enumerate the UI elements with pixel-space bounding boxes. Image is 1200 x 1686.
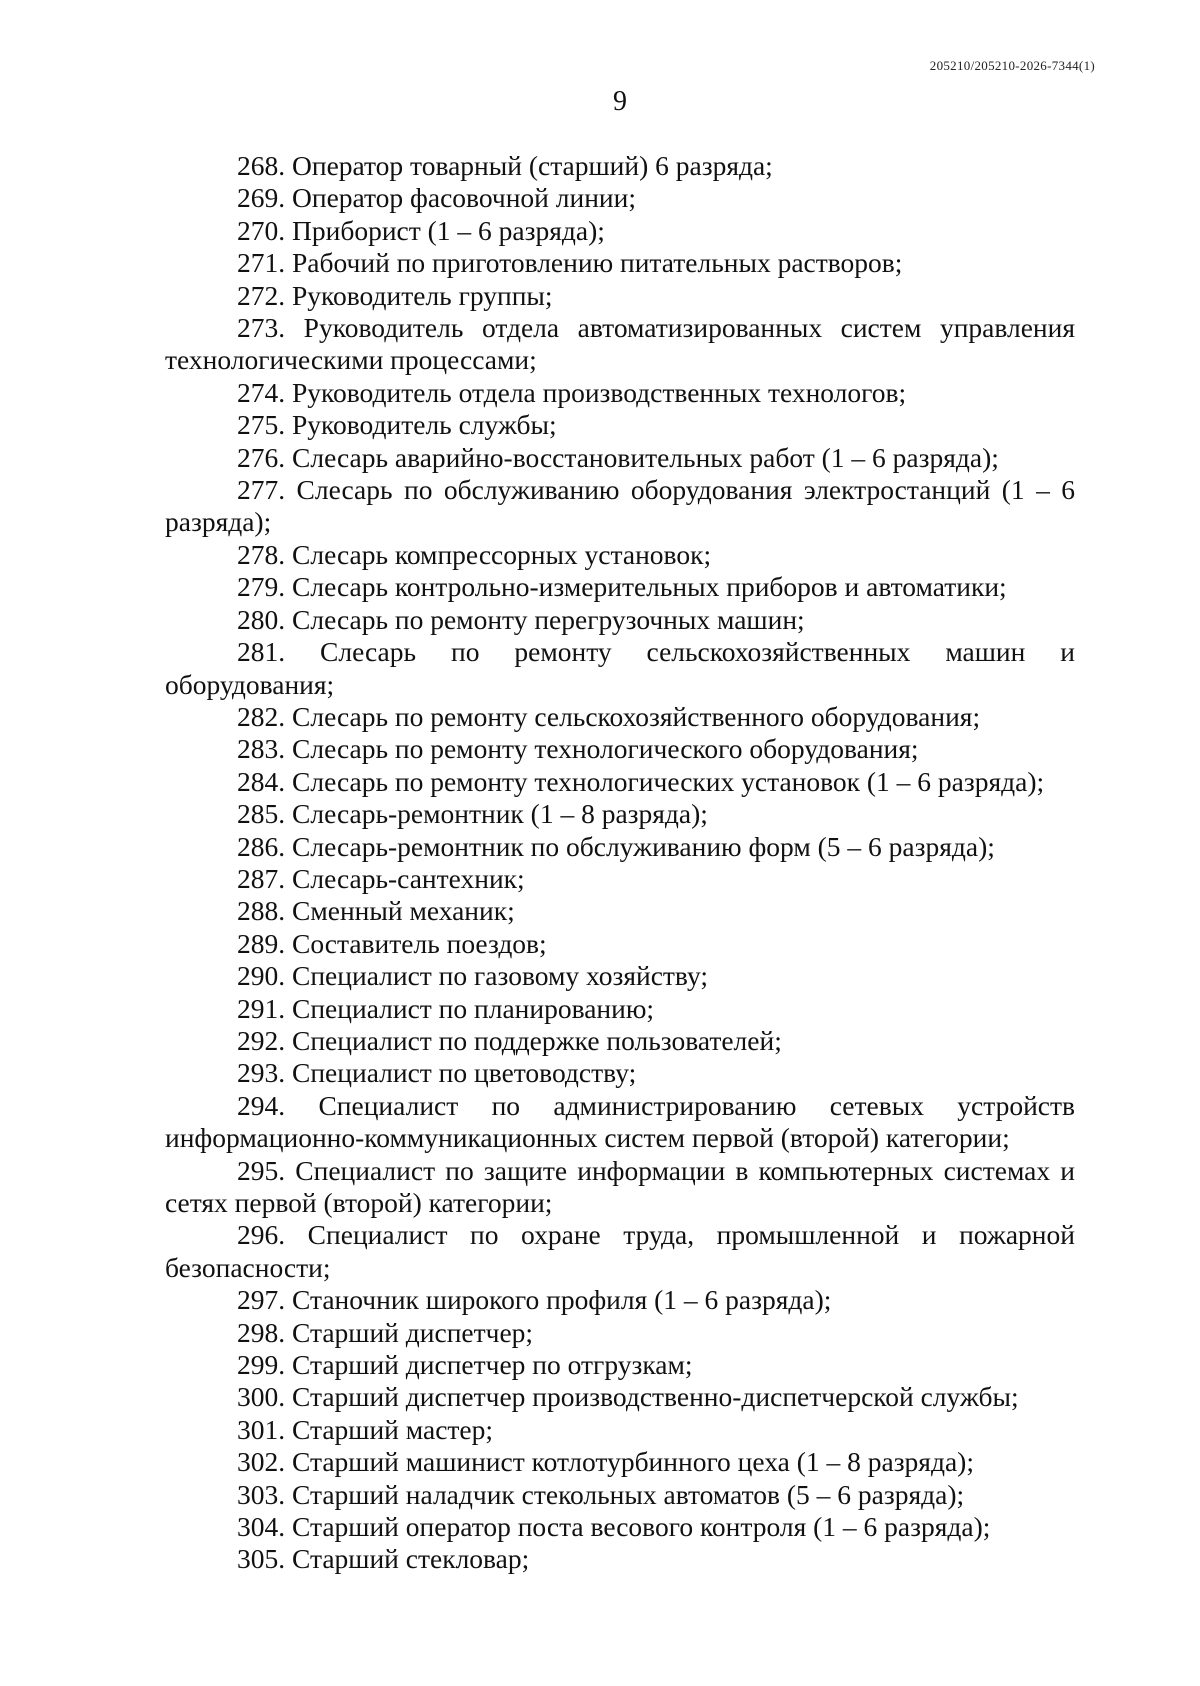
list-item: 292. Специалист по поддержке пользователей; — [237, 1024, 782, 1056]
list-item: 270. Приборист (1 – 6 разряда); — [237, 214, 605, 246]
document-body — [165, 150, 1075, 1576]
list-item: 283. Слесарь по ремонту технологического оборудования; — [237, 733, 919, 765]
list-item: 278. Слесарь компрессорных установок; — [237, 538, 712, 570]
list-item: 301. Старший мастер; — [237, 1413, 494, 1445]
list-item: 298. Старший диспетчер; — [237, 1316, 534, 1348]
page-number: 9 — [613, 86, 627, 117]
list-item: 275. Руководитель службы; — [237, 409, 557, 441]
list-item: 287. Слесарь-сантехник; — [237, 862, 525, 894]
list-item: 303. Старший наладчик стекольных автоматов (5 – 6 разряда); — [237, 1478, 965, 1510]
list-item: 279. Слесарь контрольно-измерительных приборов и автоматики; — [237, 571, 1007, 603]
list-item: 297. Станочник широкого профиля (1 – 6 разряда); — [237, 1284, 832, 1316]
list-item: 273. Руководитель отдела автоматизированных систем управления технологическими процессами; — [165, 312, 1075, 376]
list-item: 286. Слесарь-ремонтник по обслуживанию форм (5 – 6 разряда); — [237, 830, 995, 862]
list-item: 300. Старший диспетчер производственно-диспетчерской службы; — [237, 1381, 1019, 1413]
list-item: 304. Старший оператор поста весового контроля (1 – 6 разряда); — [237, 1511, 991, 1543]
list-item: 293. Специалист по цветоводству; — [237, 1057, 637, 1089]
list-item: 276. Слесарь аварийно-восстановительных работ (1 – 6 разряда); — [237, 441, 999, 473]
list-item: 288. Сменный механик; — [237, 895, 515, 927]
list-item: 290. Специалист по газовому хозяйству; — [237, 960, 708, 992]
list-item: 295. Специалист по защите информации в компьютерных системах и сетях первой (второй) категории; — [165, 1154, 1075, 1218]
document-code: 205210/205210-2026-7344(1) — [929, 58, 1095, 73]
list-item: 277. Слесарь по обслуживанию оборудования электростанций (1 – 6 разряда); — [165, 474, 1075, 538]
list-item: 271. Рабочий по приготовлению питательных растворов; — [237, 247, 903, 279]
list-item: 289. Составитель поездов; — [237, 927, 547, 959]
list-item: 272. Руководитель группы; — [237, 279, 553, 311]
list-item: 274. Руководитель отдела производственных технологов; — [237, 376, 907, 408]
list-item: 299. Старший диспетчер по отгрузкам; — [237, 1349, 693, 1381]
list-item: 285. Слесарь-ремонтник (1 – 8 разряда); — [237, 798, 708, 830]
list-item: 282. Слесарь по ремонту сельскохозяйственного оборудования; — [237, 700, 981, 732]
list-item: 280. Слесарь по ремонту перегрузочных машин; — [237, 603, 805, 635]
list-item: 302. Старший машинист котлотурбинного цеха (1 – 8 разряда); — [237, 1446, 974, 1478]
list-item: 296. Специалист по охране труда, промышленной и пожарной безопасности; — [165, 1219, 1075, 1283]
list-item: 305. Старший стекловар; — [237, 1543, 530, 1575]
list-item: 269. Оператор фасовочной линии; — [237, 182, 636, 214]
list-item: 294. Специалист по администрированию сетевых устройств информационно-коммуникационных систем первой (второй) категории; — [165, 1089, 1075, 1154]
list-item: 281. Слесарь по ремонту сельскохозяйственных машин и оборудования; — [165, 636, 1075, 700]
list-item: 268. Оператор товарный (старший) 6 разряда; — [237, 150, 773, 181]
list-item: 284. Слесарь по ремонту технологических установок (1 – 6 разряда); — [237, 765, 1045, 797]
list-item: 291. Специалист по планированию; — [237, 992, 655, 1024]
